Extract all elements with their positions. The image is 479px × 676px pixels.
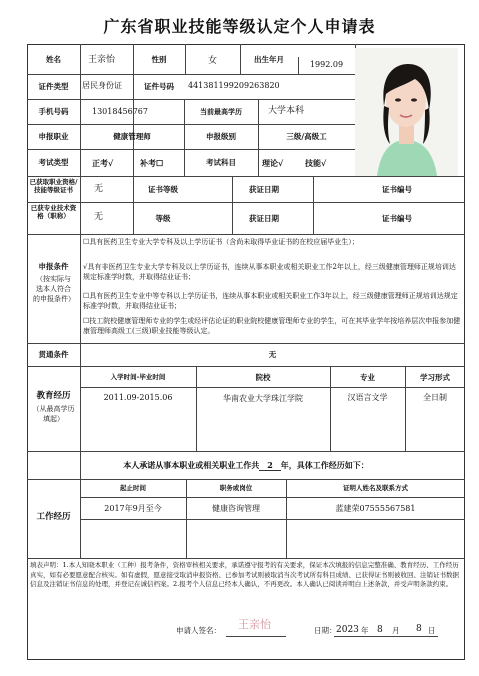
work-promise-text-b: 年，具体工作经历如下： bbox=[280, 460, 369, 470]
through-value: 无 bbox=[268, 350, 277, 359]
cert-no-label: 证书编号 bbox=[382, 185, 412, 194]
applicant-sign-label: 申请人签名： bbox=[176, 626, 221, 635]
birth-value: 1992.09 bbox=[309, 60, 344, 69]
cert-obtained-value: 无 bbox=[94, 184, 104, 194]
work-reference: 蓝建荣07555567581 bbox=[335, 504, 416, 513]
conditions-label: 申报条件 bbox=[38, 262, 69, 271]
condition-3: ☐具有医药卫生专业中等专科以上学历证书，连续从事本职业或相关职业工作3年以上，经三级健康管理师正规培训达规定标准学时数，并取得结业证书； bbox=[83, 292, 458, 310]
work-promise bbox=[27, 460, 465, 471]
cert-date-label: 获证日期 bbox=[249, 185, 279, 194]
date-year-unit: 年 bbox=[361, 626, 369, 635]
gender-label: 性别 bbox=[151, 55, 167, 64]
edu-time: 2011.09-2015.06 bbox=[103, 393, 173, 402]
date-year: 2023 bbox=[336, 625, 359, 635]
condition-4: ☐技工院校健康管理师专业的学生或经评估论证的职业院校健康管理师专业的学生，可在其毕业学年按培养层次申报参加健康管理师高级工(三级)职业技能等级认定。 bbox=[83, 317, 461, 335]
edu-mode: 全日制 bbox=[423, 393, 447, 402]
education-value: 大学本科 bbox=[268, 106, 305, 116]
date-month: 8 bbox=[377, 625, 383, 635]
conditions-note: （按实际与选本人符合的申报条件） bbox=[33, 275, 75, 303]
date-day-unit: 日 bbox=[428, 626, 436, 635]
edu-header-major: 专业 bbox=[360, 373, 375, 382]
cert-level-label: 证书等级 bbox=[148, 185, 178, 194]
work-time: 2017年9月至今 bbox=[104, 504, 162, 513]
title-obtained-label: 已获专业技术资格（职称） bbox=[30, 204, 77, 220]
condition-2: √具有非医药卫生专业大学专科及以上学历证书，连续从事本职业或相关职业工作2年以上，经三级健康管理师正规培训达规定标准学时数，并取得结业证书； bbox=[83, 263, 456, 281]
edu-header-mode: 学习形式 bbox=[420, 373, 450, 382]
id-no-label: 证件号码 bbox=[144, 82, 174, 91]
work-promise-text-a: 本人承诺从事本职业或相关职业工作共 bbox=[123, 460, 260, 470]
title-obtained-value: 无 bbox=[94, 212, 104, 222]
form-title: 广东省职业技能等级认定个人申请表 bbox=[103, 17, 376, 36]
name-value: 王亲怡 bbox=[88, 55, 116, 65]
education-history-note: （从最高学历填起） bbox=[32, 405, 75, 423]
level-label: 申报级别 bbox=[206, 132, 236, 141]
exam-new: 正考√ bbox=[92, 158, 114, 168]
applicant-photo bbox=[355, 48, 458, 176]
work-position: 健康咨询管理 bbox=[212, 504, 260, 513]
work-header-position: 职务或岗位 bbox=[219, 484, 253, 492]
edu-major: 汉语言文学 bbox=[347, 393, 388, 402]
title-no-label: 证书编号 bbox=[382, 214, 412, 223]
applicant-signature: 王亲怡 bbox=[238, 618, 271, 631]
work-history-label: 工作经历 bbox=[36, 512, 71, 522]
id-no-value: 441381199209263820 bbox=[188, 81, 280, 90]
edu-header-time: 入学时间-毕业时间 bbox=[110, 373, 166, 381]
job-label: 申报职业 bbox=[38, 132, 69, 141]
education-label: 当前最高学历 bbox=[200, 107, 242, 116]
grade-label: 等级 bbox=[155, 214, 171, 223]
condition-1: ☐具有医药卫生专业大学专科及以上学历证书（含尚未取得毕业证书的在校应届毕业生）； bbox=[83, 238, 359, 246]
date-month-unit: 月 bbox=[392, 626, 400, 635]
id-type-value: 居民身份证 bbox=[82, 81, 122, 90]
edu-school: 华南农业大学珠江学院 bbox=[223, 394, 303, 403]
edu-header-school: 院校 bbox=[255, 373, 271, 382]
name-label: 姓名 bbox=[46, 55, 61, 64]
work-years-value: 2 bbox=[259, 460, 281, 471]
id-type-label: 证件类型 bbox=[38, 82, 69, 91]
exam-makeup: 补考☐ bbox=[140, 158, 164, 168]
declaration-text: 填表声明：1.本人知晓本职业（工种）报考条件，资格审核相关要求，承诺遵守报考的有关要求，保证本次填报的信息完整准确、教育经历、工作经历真实，如有必要愿意配合核实。如有虚假，愿意接受取消申报资格、已参加考试则被取消当次考试所有科目成绩、已获得证书则被收回、注销证书数据信息及注销证书信息的处理，并登记在诚信档案。2.报考个人信息已经本人确认，不再更改。本人确认已阅读并明白上述条款，并受声明条款约束。 bbox=[30, 561, 459, 588]
exam-type-label: 考试类型 bbox=[38, 158, 69, 167]
gender-value: 女 bbox=[207, 56, 217, 66]
title-date-label: 获证日期 bbox=[249, 214, 279, 223]
job-value: 健康管理师 bbox=[113, 132, 151, 141]
work-header-time: 起止时间 bbox=[120, 484, 146, 492]
date-day: 8 bbox=[416, 624, 422, 634]
level-value: 三级/高级工 bbox=[286, 132, 327, 141]
phone-label: 手机号码 bbox=[38, 107, 69, 116]
cert-obtained-label: 已获取职业资格/技能等级证书 bbox=[29, 178, 78, 194]
through-label: 贯通条件 bbox=[38, 350, 69, 359]
subject-skill: 技能√ bbox=[305, 158, 327, 168]
date-label: 日期： bbox=[314, 626, 337, 635]
phone-value: 13018456767 bbox=[92, 107, 148, 116]
birth-label: 出生年月 bbox=[254, 55, 284, 64]
subject-label: 考试科目 bbox=[206, 158, 236, 167]
subject-theory: 理论√ bbox=[262, 158, 284, 168]
work-header-reference: 证明人姓名及联系方式 bbox=[343, 484, 408, 492]
education-history-label: 教育经历 bbox=[36, 391, 71, 401]
